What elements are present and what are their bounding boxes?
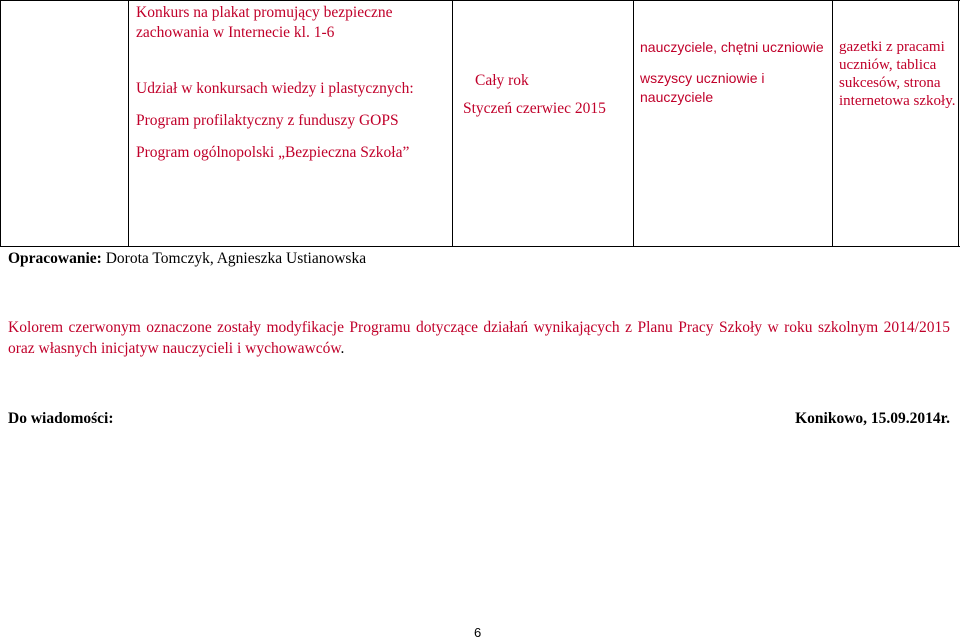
page-number: 6 — [474, 625, 482, 640]
participants-item: nauczyciele, chętni uczniowie — [640, 39, 824, 55]
place-date: Konikowo, 15.09.2014r. — [795, 410, 950, 427]
term-item: Cały rok — [475, 72, 529, 89]
participants-item: wszyscy uczniowie i nauczyciele — [640, 70, 765, 105]
table-border-left — [0, 1, 1, 247]
table-divider-4 — [832, 1, 833, 247]
modification-note — [8, 317, 950, 359]
table-cell-evaluation: gazetki z pracami uczniów, tablica sukcesów, strona internetowa szkoły. — [839, 39, 956, 109]
table-border-right — [958, 1, 959, 247]
activity-item: Program profilaktyczny z funduszy GOPS — [136, 112, 399, 129]
author-names: Dorota Tomczyk, Agnieszka Ustianowska — [105, 250, 367, 267]
activity-item: Udział w konkursach wiedzy i plastycznych: — [136, 80, 414, 97]
note-text: Kolorem czerwonym oznaczone zostały modyfikacje Programu dotyczące działań wynikających z Planu Pracy Szkoły w roku szkolnym 2014/2015 oraz własnych inicjatyw nauczycieli i wychowawców — [8, 319, 950, 357]
author-line — [8, 249, 366, 269]
distribution-label: Do wiadomości: — [8, 410, 114, 427]
table-cell-activities — [136, 3, 436, 163]
author-label: Opracowanie: — [8, 250, 102, 267]
activity-item: Program ogólnopolski „Bezpieczna Szkoła” — [136, 144, 410, 161]
note-end: . — [340, 340, 345, 357]
table-divider-2 — [452, 1, 453, 247]
table-cell-participants — [640, 38, 825, 107]
activity-item: Konkurs na plakat promujący bezpieczne zachowania w Internecie kl. 1-6 — [136, 4, 393, 41]
table-divider-1 — [128, 1, 129, 247]
term-item: Styczeń czerwiec 2015 — [463, 100, 606, 117]
program-table — [0, 0, 960, 247]
table-divider-3 — [633, 1, 634, 247]
table-cell-term — [463, 71, 633, 119]
